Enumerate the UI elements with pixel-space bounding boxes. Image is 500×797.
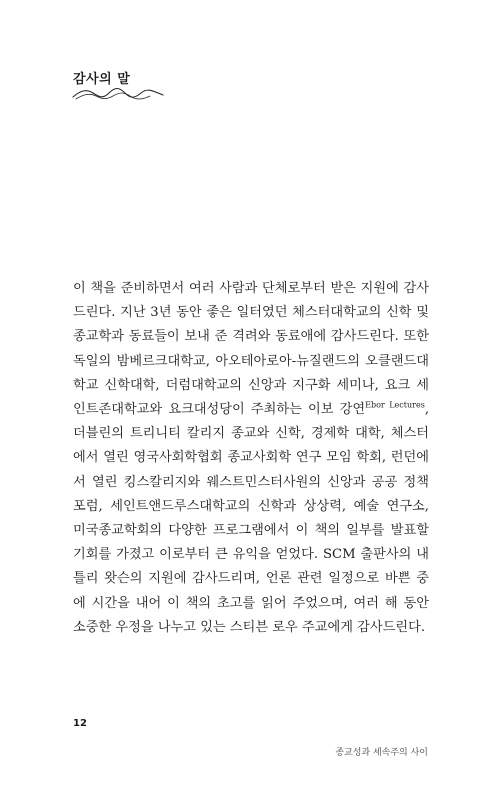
running-footer-title: 종교성과 세속주의 사이: [335, 748, 428, 758]
ebor-lectures-superscript: Ebor Lectures: [365, 400, 425, 410]
paragraph-text-part-1: 이 책을 준비하면서 여러 사람과 단체로부터 받은 지원에 감사드린다. 지난 3년 동안 좋은 일터였던 체스터대학교의 신학 및 종교학과 동료들이 보내 준 격려와 동료애에 감사드린다. 또한 독일의 밤베르크대학교, 아오테아로아-뉴질랜드의 오클랜드대학교 신학대학, 더럼대학교의 신앙과 지구화 세미나, 요크 세인트존대학교와 요크대성당이 주최하는 이보 강연: [73, 281, 429, 418]
decorative-wave-line: [72, 84, 164, 102]
acknowledgement-paragraph: [73, 277, 429, 640]
chapter-heading: 감사의 말: [73, 72, 131, 87]
paragraph-text-part-2: , 더블린의 트리니티 칼리지 종교와 신학, 경제학 대학, 체스터에서 열린 영국사회학협회 종교사회학 연구 모임 학회, 런던에서 열린 킹스칼리지와 웨스트민스터사원의 신앙과 공공 정책 포럼, 세인트앤드루스대학교의 신학과 상상력, 예술 연구소, 미국종교학회의 다양한 프로그램에서 이 책의 일부를 발표할 기회를 가졌고 이로부터 큰 유익을 얻었다. SCM 출판사의 내틀리 왓슨의 지원에 감사드리며, 언론 관련 일정으로 바쁜 중에 시간을 내어 이 책의 초고를 읽어 주었으며, 여러 해 동안 소중한 우정을 나누고 있는 스티븐 로우 주교에게 감사드린다.: [73, 402, 430, 635]
page-number: 12: [73, 718, 87, 729]
